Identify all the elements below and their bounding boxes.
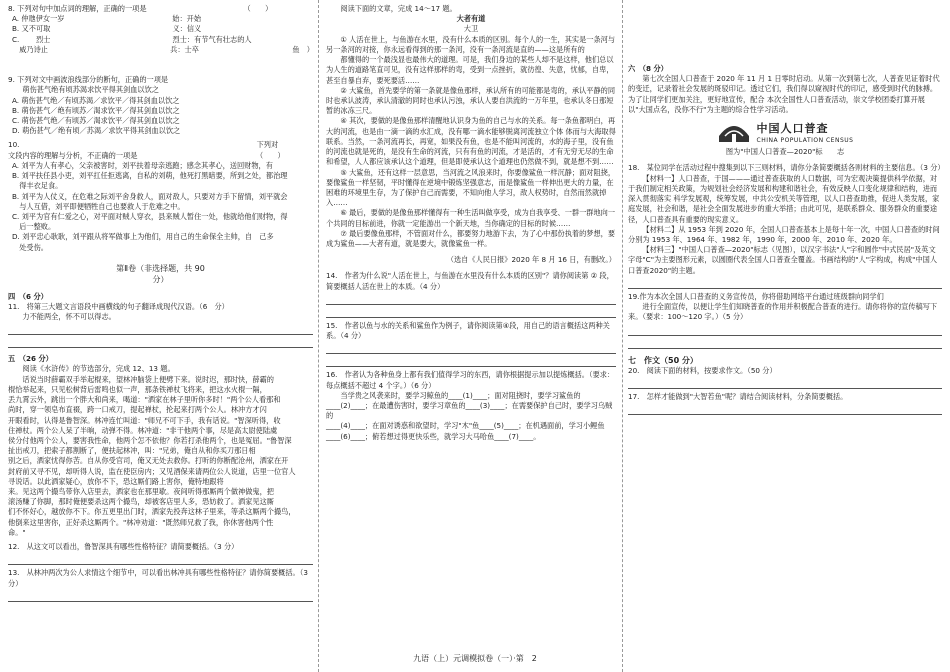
q9-sentence: 萌伤甚气绝有顷苏渴求饮平得其剑血以饮之 [22, 85, 159, 95]
passage-line: 住禅杖。两个公人呆了半晌，动弹不得。林冲道："非干他两个事，尽是高太尉使陆虞 [8, 425, 278, 435]
article-paragraph: ② 大鲨鱼，首先要学的第一条就是像鱼那样，承认所有的可能都是弯的，承认平静的同时也承认波涛，承认清澈的同时也承认污浊，承认人要自洪流的一万年里，也承认冬日那短暂的冰冻三尺。 [326, 85, 616, 116]
article-source: （选自《人民日报》2020 年 8 月 16 日，有删改。） [446, 255, 616, 265]
answer-line[interactable] [628, 405, 942, 415]
passage-line: 们不怀好心，越放你不下。你五更里出门时，洒家先投奔这林子里来，等杀这厮两个撮鸟， [8, 507, 296, 517]
q10-option-c-2: 后一整败。 [12, 222, 56, 232]
q8-option-a: A. 仲虺伊女一岁 始：开始 [12, 14, 202, 24]
q8-option-c: C. 烈士 烈士：有节气有壮志的人 [12, 34, 252, 44]
question-18: 18. 某位同学在活动过程中搜集到以下三则材料，请你分条简要概括各则材料的主要信息。（3 分） [628, 163, 945, 173]
article-paragraph: ⑤ 大鲨鱼，还有这样一层意思，当河流之风浪来时，你要像鲨鱼一样沉静；面对阻挠，要像鲨鱼一样坚韧，平时懂得在逆境中锻炼坚强意志，而是像鲨鱼一样伸出更大的力量，在困难的环境里生存，为了保护自己而需要，不知向他人学习，敌人权势时，自然而然就掉入…… [326, 167, 616, 208]
q8-option-b: B. 又不可取 义：信义 [12, 24, 202, 34]
answer-line[interactable] [326, 308, 616, 318]
part-4-heading: 四 （6 分） [8, 291, 48, 301]
passage-line: 封府前又寻不见，却听得人说，监在使臣房内；又见酒保来请两位公人说道，店里一位官人 [8, 466, 296, 476]
part-5-heading: 五 （26 分） [8, 354, 53, 364]
q9-stem: 9. 下列对文中画波浪线部分的断句，正确的一项是 [8, 75, 169, 85]
passage-line: 开眼看时，认得是鲁智深。林冲连忙叫道："师兄不可下手，我有话说。"智深听得，收 [8, 415, 281, 425]
question-14: 14. 作者为什么说"人活在世上，与鱼游在水里没有什么本质的区别"？请你阅读第 ② 段，简要概括人活在世上的本质。（4 分） [326, 271, 614, 291]
material-3: 【材料三】"中国人口普查—2020"标志（见图），以汉字书法"人"字和圆作"中式民居"及英文字母"C"为主要图形元素，以圆圈代表全国人口普查全覆盖。书画结构的"人"字构成，构成"中国人口普查2020"的主题。 [628, 245, 938, 275]
question-8 [8, 4, 313, 55]
q16-blanks-2: ____(4)____；在面对诱惑和欲望时，学习"木"鱼____(5)____；在机遇面前，学习小鲤鱼____(6)____；俯若想过得更快乐些，就学习大马哈鱼____(7)____。 [326, 421, 605, 441]
census-logo-title: 中国人口普查 [756, 122, 829, 136]
passage-line: 扯出戒刀，把索子都割断了，便扶起林冲，叫："兄弟，俺自从和你买刀那日相 [8, 446, 256, 456]
article-paragraph: 都懂得的一个最浅显也最伟大的道理。可是，我们身边的某些人却不是这样，他们总以为人生的道路笔直可见，没有这样那样的弯，受到一点挫折，就彷徨、失意，忧郁，自卑，甚至自暴自弃，要死要活…… [326, 55, 614, 85]
answer-line[interactable] [8, 325, 313, 335]
q10-option-d-2: 处受伤。 [12, 242, 48, 252]
q10-stem: 10. 下列对 [8, 140, 279, 150]
answer-line[interactable] [326, 295, 616, 305]
question-19: 19.作为本次全国人口普查的义务宣传员，你将借助网络平台通过班级群向同学们 [628, 291, 884, 301]
article-paragraph: ⑦ 最后要像鱼那样，不管面对什么，都要努力地游下去，为了心中那份执着的梦想，要成为鲨鱼——大者有道，就是要大，就像鲨鱼一样。 [326, 228, 616, 249]
q8-option-d: 威乃诗止 兵：士卒 鱼 ） [12, 44, 314, 54]
q9-option-d: D. 萌伤甚气／绝有顷／苏渴／求饮平得其剑血以饮之 [12, 126, 181, 136]
q10-option-d: D. 刘平忠心耿耿，刘平跟从将军做事上为他们，用自己的生命保全主帅，自 己多 [12, 232, 274, 242]
article-author: 大卫 [463, 24, 479, 34]
question-17: 17. 怎样才能做到"大智若鱼"呢？请结合阅读材料，分条简要概括。 [628, 392, 848, 402]
question-20: 20. 阅读下面的材料，按要求作文。（50 分） [628, 365, 777, 375]
passage-line: 尚时，穿一领皂布直裰，跨一口戒刀，提起禅杖，抡起来打两个公人。林冲方才闪 [8, 405, 267, 415]
answer-line[interactable] [628, 379, 942, 389]
q16-blanks: 当学贵之风袭来时，要学习鲸鱼的____(1)____；面对阻挠时，要学习鲨鱼的____(2)____；在最遭伤害时，要学习章鱼的____(3)____；在需要保护自己时，要学习乌贼的 [326, 390, 613, 421]
passage-line: 寻说话。以此洒家疑心，放你不下，恐这厮们路上害你，俺特地跟将 [8, 476, 224, 486]
material-1: 【材料一】人口普查，于国———通过普查获取的人口数据，可为宏观决策提供科学依据，对于我们制定相关政策，为规划社会经济发展和构建和谐社会，有效反映人口变化规律和结构，进而深入贯彻落实 科学发展观，统筹发展，中共公安机关等管理，以人口普查助推，促进人类发展，家庭发展，社会和谐，是社会全面发展进步的重大举措；由此可见，是联系群众、服务群众的重要途径，人口普查具有重要的现实意义。 [628, 173, 940, 224]
answer-line[interactable] [628, 326, 942, 336]
passage-line: 棍恰举起来，只见松树背后雷鸣也似一声，那条铁禅杖飞将来，把这水火棍一隔， [8, 384, 267, 394]
article-paragraph: ① 人活在世上，与鱼游在水里，没有什么本质的区别。每个人的一生，其实是一条河与另一条河的对接，你永远看得到的那一条河，没有一条河流是直的——这是所有的 [326, 34, 616, 54]
column-middle [326, 4, 616, 640]
section-2-subtitle: 分） [152, 275, 169, 285]
passage-line: 侯分付他两个公人，要害我性命，他两个怎不依他？你若打杀他两个，也是冤屈。"鲁智深 [8, 435, 292, 445]
logo-caption: 图为"中国人口普查—2020"标 志 [725, 147, 845, 157]
part-7-heading: 七 作文（50 分） [628, 355, 698, 365]
page-footer: 九语（上）元调模拟卷（一）·第 2 [413, 653, 537, 663]
q10-option-b: B. 刘平为人仗义，在危难之际刘平舍身救人，面对敌人，只要对方手下留情，刘平就会 [12, 191, 288, 201]
q9-option-c: C. 萌伤甚气绝／有顷苏／渴求饮平／得其剑血以饮之 [12, 115, 180, 125]
answer-line[interactable] [628, 279, 942, 289]
reading-intro: 阅读下面的文章，完成 14～17 题。 [340, 4, 457, 13]
passage-line: 命。" [8, 527, 26, 537]
census-logo-subtitle: CHINA POPULATION CENSUS [756, 136, 854, 144]
answer-line[interactable] [8, 592, 313, 602]
census-logo [628, 121, 942, 145]
answer-line[interactable] [8, 555, 313, 565]
q9-option-b: B. 萌伤甚气／绝有顷苏／渴求饮平／得其剑血以饮之 [12, 105, 180, 115]
article-paragraph: ⑥ 最后，要做的是像鱼那样懂得有一种生活叫做享受，成为自我享受、一群一群地向一个共同的目标前进，你就一定能游出一个新天地，当你确定的目标的时候…… [326, 208, 616, 228]
article-title: 大者有道 [456, 14, 486, 24]
column-divider-2 [622, 0, 623, 672]
passage-line: 来。见这两个撮鸟带你入店里去，洒家也在那里歇。夜间听得那厮两个做神做鬼，把 [8, 487, 274, 497]
q10-stem-2: 文段内容的理解与分析，不正确的一项是 （ ） [8, 150, 285, 160]
q8-stem: 8. 下列对句中加点词的理解，正确的一项是 （ ） [8, 4, 273, 13]
part-5-intro: 阅读《水浒传》的节选部分，完成 12、13 题。 [22, 364, 175, 374]
shuihu-passage [8, 375, 313, 539]
census-logo-icon [717, 122, 751, 144]
column-divider-1 [318, 0, 319, 672]
answer-line[interactable] [8, 338, 313, 348]
q9-option-a: A. 萌伤甚气绝／有顷苏渴／求饮平／得其剑血以饮之 [12, 95, 180, 105]
question-9 [8, 75, 313, 136]
question-19-cont: 进行全面宣传，以便让学生们知晓普查的作用并积极配合普查的进行。请你将你的宣传稿写下来。（要求：100～120 字。）（5 分） [628, 302, 938, 322]
census-intro: 第七次全国人口普查于 2020 年 11 月 1 日零时启动。从第一次到第七次，人普查见证着时代的变迁，记录着社会发展的斑驳印记。透过它们，我们得以窥视时代的印记，感受到时代的脉搏。为了让同学们更加关注，更好地宣传，配合 本次全国性人口普查活动，崇文学校团委打算开展以"大国点名，没你不行"为主题的综合性学习活动。 [628, 74, 940, 114]
answer-line[interactable] [628, 339, 942, 349]
q10-option-a-2: B. 刘平扶任县小吏，刘平扛任拒逃离，自私的刘萌，他死打黑暗要，所到之处，都治理 [12, 171, 288, 181]
part-6-heading: 六 （8 分） [628, 64, 668, 73]
passage-line: 滚汤赚了你脚，那时俺便要杀这两个撮鸟，却被客店里人多，恐妨救了。洒家见这厮 [8, 497, 274, 507]
question-10 [8, 140, 313, 252]
q11-sentence: 力不能两全，怀不可以得志。 [22, 311, 116, 321]
passage-line: 丢九霄云外，跳出一个胖大和尚来，喝道："洒家在林子里听你多时！"两个公人看那和 [8, 395, 281, 405]
q10-option-c: C. 刘平为官有仁爱之心，对平面对贼人穿衣，县来贼人暂住一处，他就给他们财物，得 [12, 211, 288, 221]
section-2-title: 第Ⅱ卷（非选择题，共 90 [116, 263, 205, 273]
question-13: 13. 从林冲两次为公人求情这个细节中，可以看出林冲具有哪些性格特征？请你简要概括。（3 分） [8, 568, 316, 588]
passage-line: 别之后，洒家忧得你苦。自从你受官司，俺又无处去救你。打听的你断配沧州，洒家在开 [8, 456, 289, 466]
answer-line[interactable] [326, 357, 616, 367]
answer-line[interactable] [326, 344, 616, 354]
article-paragraph: ④ 其次，要做的是像鱼那样清醒地认识身为鱼的自己与水的关系。每一条鱼都明白，再大的河流，也是由一滴一滴的水汇成，没有哪一滴水能够脱离河流独立个体 体而与大海取得联系。当然，一条河流再长，再宽，如果没有鱼，也是不能叫河流的，水的海子里，没有鱼的河流也就是死的，是没有生命的河流，只有有鱼的河流，才是活的，才有无穷无尽的生命和希望，人人都应该承认这个道理，但是即使承认这个道理也仍然做不到，就是想不到…… [326, 116, 616, 167]
question-16: 16. 作者认为各种鱼身上都有我们值得学习的东西，请你根据提示加以提炼概括。（要求：每点概括不超过 4 个字。）（6 分） [326, 370, 615, 390]
question-15: 15. 作者以鱼与水的关系和鲨鱼作为例子，请你阅读第④段，用自己的语言概括这两种关系。（4 分） [326, 320, 610, 341]
q10-option-a: A. 刘平为人有孝心，父亲被害时，刘平扶着母亲逃跑；感念其孝心，送回财物，有 [12, 160, 273, 170]
passage-line: 他倒来这里害你，正好杀这厮两个。"林冲劝道："既然师兄救了我，你休害他两个性 [8, 517, 274, 527]
question-11: 11. 将第三大题文言语段中画横线的句子翻译成现代汉语。（6 分） [8, 301, 229, 311]
question-12: 12. 从这文可以看出，鲁智深具有哪些性格特征？请简要概括。（3 分） [8, 542, 239, 552]
material-2: 【材料二】从 1953 年到 2020 年，全国人口普查基本上是每十年一次，中国人口普查的时间分别为 1953 年、1964 年、1982 年，1990 年，2000 年、2010 年、2020 年。 [628, 224, 940, 244]
q10-option-b-2: 与人互借，刘平即便牺牲自己也要救人于危难之中。 [12, 201, 185, 211]
passage-line: 话说当时薛霸双手举起棍来，望林冲脑袋上便劈下来。说时迟，那时快，薛霸的 [22, 374, 274, 384]
column-right [628, 4, 945, 640]
column-left [8, 4, 316, 640]
q10-option-a-3: 得丰衣足食。 [12, 181, 63, 191]
